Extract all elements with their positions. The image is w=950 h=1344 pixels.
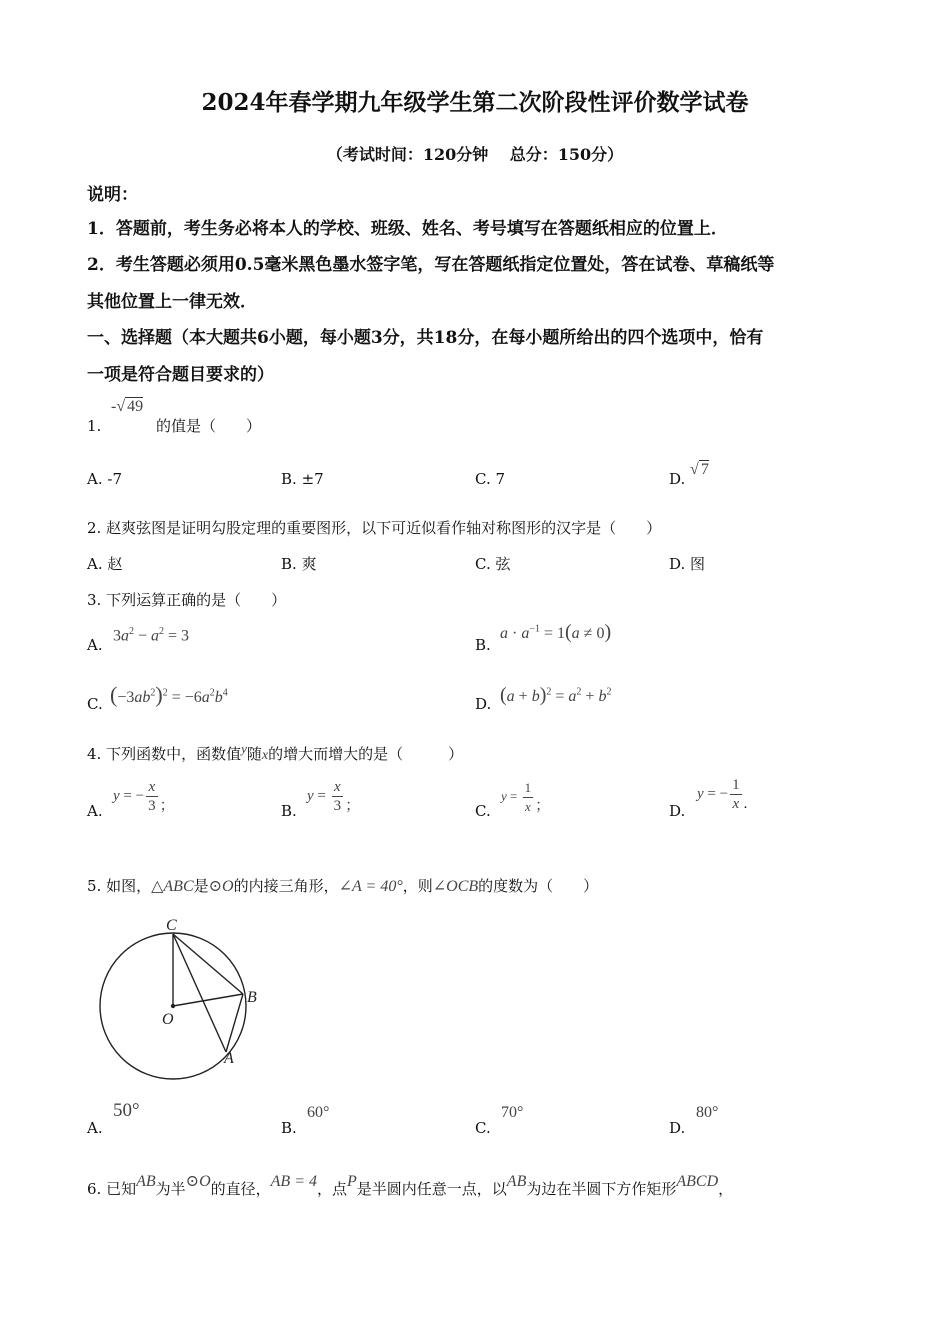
q6-ab-equals: AB = 4 — [270, 1173, 317, 1190]
q5-option-d-label: D. — [669, 1119, 686, 1137]
q5-option-a-value: 50° — [113, 1100, 140, 1121]
instruction-item-2-line-2: 其他位置上一律无效． — [87, 292, 257, 312]
q3-option-c-label: C. — [87, 695, 103, 713]
q4-option-b-label: B. — [281, 802, 297, 820]
q4-var-y: y — [241, 741, 247, 756]
q1-option-c: C. 7 — [475, 470, 506, 488]
segment-ca — [173, 934, 226, 1052]
instructions-heading: 说明： — [87, 185, 138, 205]
square-root-icon: √ — [690, 461, 699, 478]
segment-ob — [173, 994, 243, 1006]
exam-subtitle: （考试时间：120分钟 总分：150分） — [326, 145, 624, 164]
q1-option-d-value: √ 7 — [690, 461, 709, 478]
q6-point-p: P — [347, 1173, 357, 1190]
q5-option-b-label: B. — [281, 1119, 297, 1137]
q1-expression-radicand: 49 — [127, 398, 144, 415]
q4-option-d-formula: y = − $\frac{1}{x}$ . — [697, 777, 748, 812]
q5-circle-figure — [95, 912, 270, 1087]
q3-option-b-formula: $a \cdot a^{-1} = 1(a \ne 0)$ — [500, 621, 612, 643]
q4-option-c-formula: y = $\frac{1}{x}$ ； — [501, 780, 551, 815]
square-root-icon: √ — [116, 398, 126, 415]
q5-angle-a: ∠A = 40° — [338, 878, 403, 895]
q1-expression-sign: - — [111, 398, 117, 415]
q4-option-d-label: D. — [669, 802, 686, 820]
center-point-o — [171, 1004, 175, 1008]
q5-option-d-value: 80° — [696, 1104, 719, 1121]
q6-rectangle: ABCD — [676, 1173, 719, 1190]
q3-option-d-label: D. — [475, 695, 492, 713]
segment-ba — [226, 994, 243, 1052]
q6-stem: 6. 已知AB为半⊙O的直径，AB = 4，点P是半圆内任意一点，以AB为边在半圆下方作矩形ABCD， — [87, 1173, 734, 1198]
label-a: A — [224, 1050, 234, 1067]
q6-ab-1: AB — [136, 1173, 156, 1190]
q3-option-c-formula: $(-3ab^2)^2 = -6a^2b^4$ — [110, 682, 228, 707]
section-1-heading-line-2: 一项是符合题目要求的） — [87, 365, 274, 385]
q1-option-d — [669, 461, 709, 489]
q6-circle: ⊙O — [185, 1173, 211, 1190]
q1-option-b: B. ±7 — [281, 470, 324, 488]
q1-option-a: A. -7 — [87, 470, 123, 488]
label-o: O — [162, 1011, 174, 1028]
q1-option-d-label: D. — [669, 470, 686, 488]
q1-expression — [111, 398, 143, 416]
q5-option-c-value: 70° — [501, 1104, 524, 1121]
instruction-item-1: 1．答题前，考生务必将本人的学校、班级、姓名、考号填写在答题纸相应的位置上． — [87, 219, 728, 239]
q3-option-a-formula: $3a^2 - a^2 = 3$ — [113, 626, 190, 645]
q5-target-angle: ∠OCB — [432, 878, 479, 895]
q3-option-a-label: A. — [87, 636, 103, 654]
q4-stem: 4. 下列函数中，函数值y随x的增大而增大的是（ ） — [87, 741, 464, 763]
q1-number: 1. — [87, 417, 102, 435]
q5-option-c-label: C. — [475, 1119, 491, 1137]
q2-option-c: C. 弦 — [475, 555, 511, 573]
q4-option-a-label: A. — [87, 802, 103, 820]
q3-stem: 3. 下列运算正确的是（ ） — [87, 591, 287, 609]
q5-stem: 5. 如图，△ABC是⊙O的内接三角形，∠A = 40°，则∠OCB的度数为（ ） — [87, 877, 599, 895]
q6-ab-2: AB — [506, 1173, 527, 1190]
section-1-heading-line-1: 一、选择题（本大题共6小题，每小题3分，共18分，在每小题所给出的四个选项中，恰有 — [87, 328, 764, 348]
q4-option-b-formula: y = $\frac{x}{3}$ ； — [307, 779, 361, 814]
q2-stem: 2. 赵爽弦图是证明勾股定理的重要图形，以下可近似看作轴对称图形的汉字是（ ） — [87, 519, 662, 537]
q5-circle: ⊙O — [208, 878, 234, 895]
q3-option-d-formula: $(a + b)^2 = a^2 + b^2$ — [500, 684, 612, 706]
q4-var-x: x — [261, 748, 269, 763]
q1-stem-text: 的值是（ ） — [156, 417, 262, 435]
q2-option-a: A. 赵 — [87, 555, 123, 573]
label-b: B — [247, 989, 257, 1006]
q3-option-b-label: B. — [475, 636, 491, 654]
q2-option-b: B. 爽 — [281, 555, 317, 573]
exam-title: 2024年春学期九年级学生第二次阶段性评价数学试卷 — [201, 89, 749, 116]
q4-option-a-formula: y = − $\frac{x}{3}$ ； — [113, 779, 175, 814]
q2-option-d: D. 图 — [669, 555, 706, 573]
label-c: C — [166, 917, 177, 934]
q5-triangle: △ABC — [151, 878, 194, 895]
q5-option-a-label: A. — [87, 1119, 103, 1137]
q5-option-b-value: 60° — [307, 1104, 330, 1121]
instruction-item-2-line-1: 2．考生答题必须用0.5毫米黑色墨水签字笔，写在答题纸指定位置处，答在试卷、草稿纸等 — [87, 255, 775, 275]
q4-option-c-label: C. — [475, 802, 491, 820]
